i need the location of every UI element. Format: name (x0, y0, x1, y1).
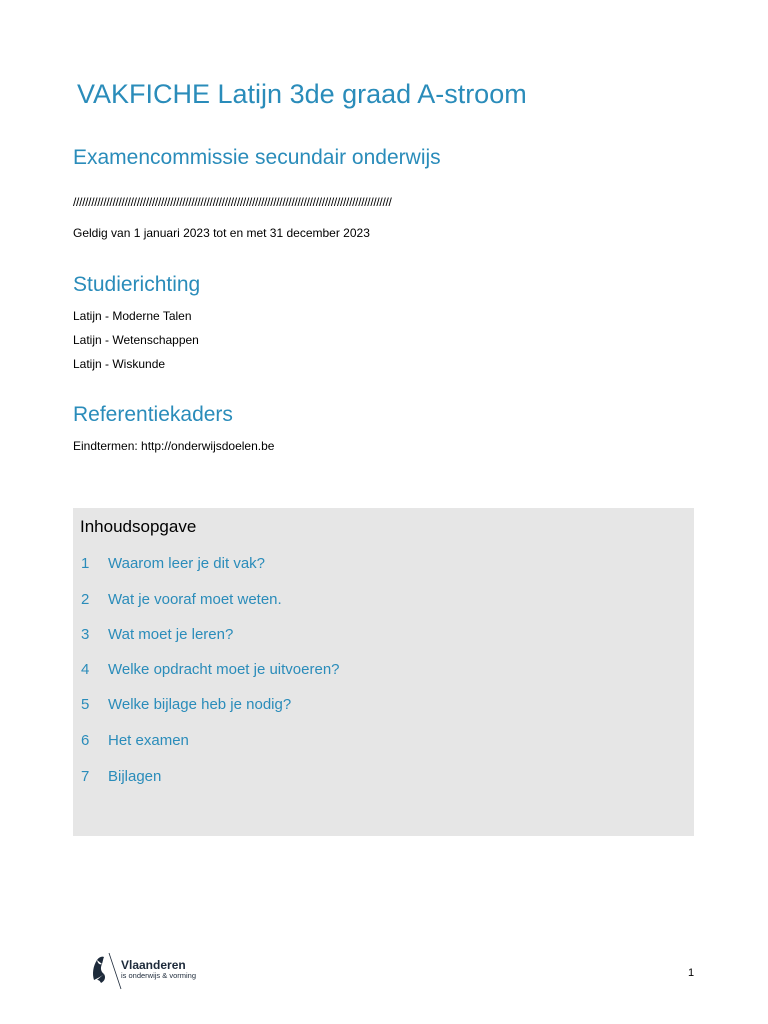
validity-text: Geldig van 1 januari 2023 tot en met 31 december 2023 (73, 226, 370, 240)
studierichting-item: Latijn - Wetenschappen (73, 333, 199, 347)
toc-item-number: 3 (81, 626, 90, 643)
document-subtitle: Examencommissie secundair onderwijs (73, 146, 441, 169)
toc-item-number: 5 (81, 696, 90, 713)
toc-item-7[interactable] (73, 766, 473, 788)
flemish-lion-icon (88, 950, 124, 990)
toc-item-label[interactable]: Bijlagen (108, 768, 162, 785)
toc-item-4[interactable] (73, 659, 473, 681)
toc-item-5[interactable] (73, 694, 473, 716)
studierichting-item: Latijn - Wiskunde (73, 357, 166, 371)
toc-item-number: 1 (81, 555, 90, 572)
toc-item-1[interactable] (73, 553, 473, 575)
logo-name: Vlaanderen (121, 958, 186, 972)
toc-item-number: 2 (81, 591, 90, 608)
page-number: 1 (688, 967, 695, 979)
logo-tagline: is onderwijs & vorming (121, 971, 197, 980)
toc-item-3[interactable] (73, 624, 473, 646)
toc-item-2[interactable] (73, 589, 473, 611)
toc-item-label[interactable]: Waarom leer je dit vak? (108, 555, 266, 572)
toc-item-label[interactable]: Welke bijlage heb je nodig? (108, 696, 292, 713)
referentiekaders-heading: Referentiekaders (73, 403, 233, 426)
toc-title: Inhoudsopgave (80, 517, 197, 536)
toc-item-number: 4 (81, 661, 90, 678)
separator-line: ///////////////////////////////////////////////////////////////////////////////////////////////////////// (73, 195, 392, 209)
vlaanderen-logo (88, 950, 218, 992)
toc-item-number: 6 (81, 732, 90, 749)
studierichting-heading: Studierichting (73, 273, 201, 296)
studierichting-item: Latijn - Moderne Talen (73, 309, 192, 323)
toc-item-label[interactable]: Het examen (108, 732, 189, 749)
table-of-contents (73, 508, 694, 836)
eindtermen-text: Eindtermen: http://onderwijsdoelen.be (73, 439, 275, 453)
toc-item-6[interactable] (73, 730, 473, 752)
toc-item-number: 7 (81, 768, 90, 785)
toc-item-label[interactable]: Wat moet je leren? (108, 626, 234, 643)
document-title: VAKFICHE Latijn 3de graad A-stroom (77, 79, 527, 109)
toc-item-label[interactable]: Welke opdracht moet je uitvoeren? (108, 661, 340, 678)
toc-item-label[interactable]: Wat je vooraf moet weten. (108, 591, 282, 608)
